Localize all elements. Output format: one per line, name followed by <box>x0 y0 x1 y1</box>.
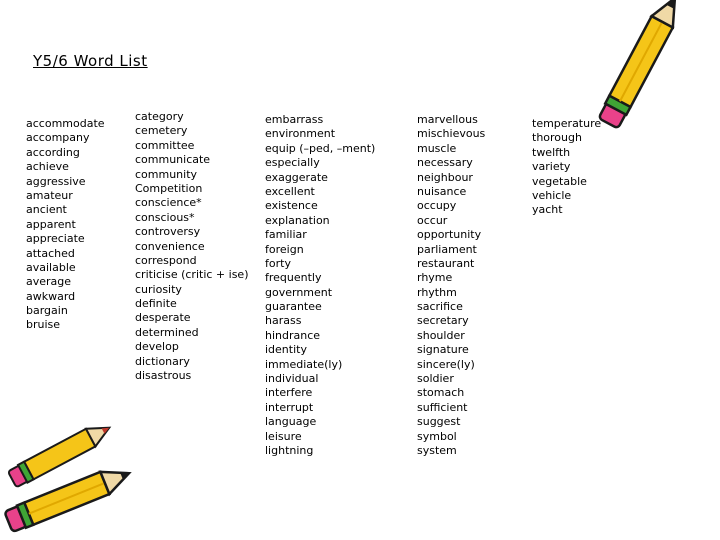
word-item: symbol <box>417 429 457 443</box>
word-item: criticise (critic + ise) <box>135 268 249 282</box>
word-item: average <box>26 275 72 289</box>
word-item: apparent <box>26 217 76 231</box>
word-item: familiar <box>265 228 307 242</box>
word-item: parliament <box>417 242 477 256</box>
word-item: ancient <box>26 203 67 217</box>
word-item: frequently <box>265 271 322 285</box>
word-item: twelfth <box>532 145 571 159</box>
word-item: individual <box>265 372 319 386</box>
word-item: government <box>265 285 333 299</box>
word-item: according <box>26 145 80 159</box>
word-item: occur <box>417 213 448 227</box>
word-item: definite <box>135 297 177 311</box>
word-item: opportunity <box>417 228 482 242</box>
word-item: bruise <box>26 318 61 332</box>
word-item: occupy <box>417 199 457 213</box>
word-item: temperature <box>532 117 602 130</box>
word-item: available <box>26 260 76 274</box>
word-item: system <box>417 443 457 457</box>
word-item: identity <box>265 343 307 357</box>
word-item: suggest <box>417 415 461 429</box>
word-item: embarrass <box>265 113 324 126</box>
word-item: equip (–ped, –ment) <box>265 141 376 155</box>
word-item: correspond <box>135 253 197 267</box>
page-title: Y5/6 Word List <box>33 52 148 70</box>
word-item: category <box>135 110 184 123</box>
word-item: signature <box>417 343 469 357</box>
word-item: vehicle <box>532 188 572 202</box>
word-item: existence <box>265 199 318 213</box>
word-item: attached <box>26 246 75 260</box>
word-item: cemetery <box>135 124 188 138</box>
word-item: stomach <box>417 386 465 400</box>
word-item: controversy <box>135 225 201 239</box>
word-item: yacht <box>532 203 563 217</box>
word-item: hindrance <box>265 328 321 342</box>
word-item: aggressive <box>26 174 86 188</box>
word-item: rhythm <box>417 285 457 299</box>
word-column-3 <box>265 113 375 458</box>
word-item: sufficient <box>417 400 468 414</box>
word-item: soldier <box>417 372 454 386</box>
word-item: variety <box>532 160 571 174</box>
word-item: curiosity <box>135 282 182 296</box>
word-item: conscience* <box>135 196 202 210</box>
word-item: guarantee <box>265 300 322 314</box>
word-item: language <box>265 415 317 429</box>
word-item: muscle <box>417 141 457 155</box>
word-item: vegetable <box>532 174 587 188</box>
word-item: interfere <box>265 386 313 400</box>
word-item: lightning <box>265 443 314 457</box>
word-item: desperate <box>135 311 191 325</box>
word-item: accommodate <box>26 117 105 130</box>
word-item: committee <box>135 138 195 152</box>
word-item: communicate <box>135 153 211 167</box>
word-item: determined <box>135 325 199 339</box>
word-item: bargain <box>26 304 68 318</box>
word-item: achieve <box>26 160 69 174</box>
word-item: excellent <box>265 184 315 198</box>
word-item: marvellous <box>417 113 478 126</box>
word-item: convenience <box>135 239 205 253</box>
word-item: rhyme <box>417 271 453 285</box>
word-item: especially <box>265 156 320 170</box>
word-item: interrupt <box>265 400 314 414</box>
word-item: sacrifice <box>417 300 463 314</box>
word-item: restaurant <box>417 256 475 270</box>
word-item: thorough <box>532 131 582 145</box>
pencils-icon-bottom-left <box>0 420 140 540</box>
word-item: shoulder <box>417 328 465 342</box>
word-item: conscious* <box>135 210 195 224</box>
word-item: Competition <box>135 181 203 195</box>
word-item: nuisance <box>417 184 467 198</box>
word-item: community <box>135 167 198 181</box>
word-item: neighbour <box>417 170 473 184</box>
word-item: exaggerate <box>265 170 328 184</box>
word-item: dictionary <box>135 354 190 368</box>
word-item: environment <box>265 127 336 141</box>
word-item: harass <box>265 314 302 328</box>
word-item: awkward <box>26 289 76 303</box>
word-item: leisure <box>265 429 302 443</box>
word-column-2 <box>135 110 249 383</box>
word-item: sincere(ly) <box>417 357 475 371</box>
word-item: disastrous <box>135 369 192 383</box>
word-item: immediate(ly) <box>265 357 343 371</box>
word-item: amateur <box>26 188 73 202</box>
word-item: secretary <box>417 314 469 328</box>
word-item: explanation <box>265 213 330 227</box>
word-item: appreciate <box>26 232 85 246</box>
word-column-1 <box>26 117 105 333</box>
word-item: foreign <box>265 242 304 256</box>
word-item: necessary <box>417 156 473 170</box>
word-item: mischievous <box>417 127 486 141</box>
pencil-icon-top-right <box>560 0 720 140</box>
word-item: forty <box>265 256 291 270</box>
word-item: accompany <box>26 131 90 145</box>
word-column-4 <box>417 113 485 458</box>
word-item: develop <box>135 340 179 354</box>
